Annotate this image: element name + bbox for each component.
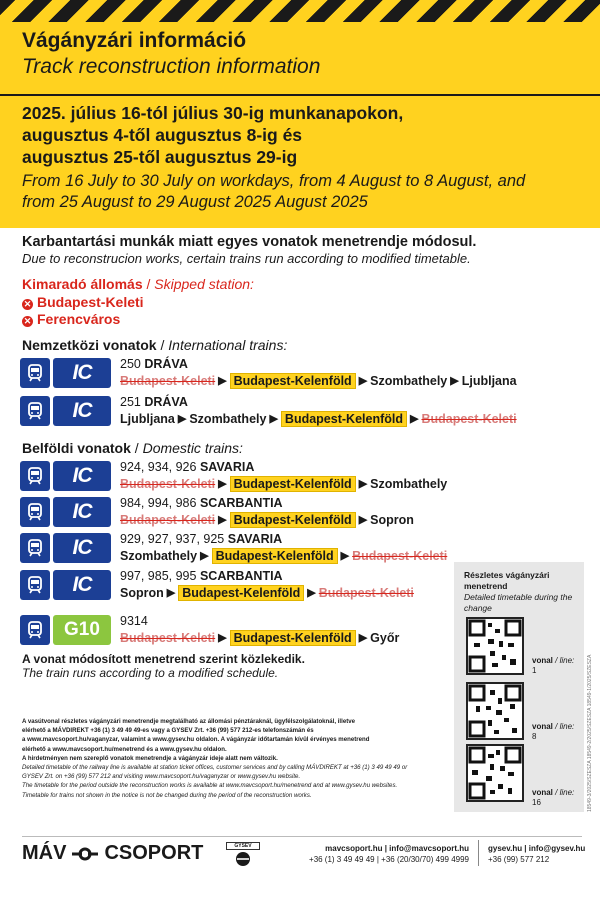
qr-title-en: Detailed timetable during the change [464,592,573,613]
dates-en [22,171,597,213]
dates-en-line: From 16 July to 30 July on workdays, from 4 August to 8 August, and [22,172,526,190]
intro [22,234,476,266]
fineprint-line: Timetable for trains not shown in the notice is not be changed during the period of the reconstruction works. [22,791,312,799]
contact-line[interactable]: mavcsoport.hu | info@mavcsoport.hu [325,844,469,853]
dom-label-hu: Belföldi vonatok [22,440,131,456]
cross-icon: ✕ [23,299,32,309]
contact-line[interactable]: +36 (99) 577 212 [488,855,550,864]
train-name: SAVARIA [227,532,283,546]
contact-line[interactable]: +36 (1) 3 49 49 49 | +36 (20/30/70) 499 4999 [309,855,469,864]
fineprint [22,717,452,800]
header-banner [0,22,600,228]
train-route: Budapest-Keleti ▶ Budapest-Kelenföld ▶ Szombathely ▶ Ljubljana [120,374,517,388]
train-name: SAVARIA [199,460,255,474]
train-icon [20,533,50,563]
logo-mav: MÁV [22,842,67,864]
cross-icon: ✕ [23,316,32,326]
qr-code[interactable] [466,682,524,740]
train-route: Budapest-Keleti ▶ Budapest-Kelenföld ▶ Sopron [120,513,414,527]
footer-divider [22,836,582,837]
modified-hu: A vonat módosított menetrend szerint közlekedik. [22,652,305,666]
intl-label-hu: Nemzetközi vonatok [22,337,157,353]
qr-line-label: vonal / line: 8 [532,722,575,741]
contact-divider [478,840,479,866]
qr-line-label: vonal / line: 1 [532,656,575,675]
mav-contact [301,843,469,865]
qr-title-hu: Részletes vágányzári menetrend [464,570,550,591]
title-hu: Vágányzári információ [22,29,247,52]
qr-code[interactable] [466,617,524,675]
dates-hu-line: 2025. július 16-tól július 30-ig munkanapokon, [22,103,404,123]
train-number: 250 [120,357,141,371]
mav-csoport-logo [22,842,203,865]
gysev-contact [488,843,585,865]
qr-code[interactable] [466,744,524,802]
intro-en: Due to reconstrucion works, certain trains run according to modified timetable. [22,251,471,266]
train-route: Ljubljana ▶ Szombathely ▶ Budapest-Kelenföld ▶ Budapest-Keleti [120,412,517,426]
train-icon [20,615,50,645]
train-number: 924, 934, 926 [120,460,197,474]
fineprint-line: A vasútvonal részletes vágányzári menetrendje megtalálható az állomási pénztáraknál, ügyfélszolgálatoknál, illetve [22,718,356,725]
train-icon [20,396,50,426]
train-name: DRÁVA [144,357,188,371]
ic-badge: IC [53,396,111,426]
skipped-station: ✕ Budapest-Keleti [23,294,144,310]
ic-badge: IC [53,570,111,600]
document-codes: 18549-3/2025/SZESZA 18549-2/2025/SZESZA 18549-1/2025/SZESZA [587,654,593,812]
ic-badge: IC [53,533,111,563]
ic-badge: IC [53,358,111,388]
modified-note [22,652,305,680]
fineprint-line: elérhető a MÁVDIREKT +36 (1) 3 49 49 49-es vagy a GYSEV Zrt. +36 (99) 577 212-es telefonszámán és [22,727,314,735]
gysev-logo: GYSEV [226,842,260,873]
train-name: SCARBANTIA [199,496,283,510]
train-number: 929, 927, 937, 925 [120,532,225,546]
modified-en: The train runs according to a modified schedule. [22,666,279,680]
skipped-station: ✕ Ferencváros [23,311,121,327]
qr-line-label: vonal / line: 16 [532,788,575,807]
train-icon [20,461,50,491]
fineprint-line: GYSEV Zrt. on +36 (99) 577 212 and visiting www.mavcsoport.hu/vaganyzar or www.gysev.hu website. [22,773,301,781]
ic-badge: IC [53,461,111,491]
hazard-stripes [0,0,600,22]
dates-hu [22,102,592,168]
logo-csoport: CSOPORT [104,842,204,864]
intl-label-en: International trains: [168,337,288,353]
skipped-label-en: Skipped station: [154,276,254,292]
fineprint-line: Detailed timetable of the railway line is available at station ticket offices, customer services and by calling MÁVDIREKT at +36 (1) 3 49 49 49 or [22,764,408,772]
dates-hu-line: augusztus 4-től augusztus 8-ig és [22,125,303,145]
skipped-stations [22,276,254,327]
train-name: SCARBANTIA [199,569,283,583]
train-route: Budapest-Keleti ▶ Budapest-Kelenföld ▶ Győr [120,631,400,645]
dates-en-line: from 25 August to 29 August 2025 August 2025 [22,193,368,211]
train-icon [20,358,50,388]
train-icon [20,497,50,527]
fineprint-line: A hirdetményen nem szereplő vonatok menetrendje a vágányzár ideje alatt nem változik. [22,754,278,762]
intro-hu: Karbantartási munkák miatt egyes vonatok menetrendje módosul. [22,234,477,250]
train-route: Szombathely ▶ Budapest-Kelenföld ▶ Budapest-Keleti [120,549,448,563]
ic-badge: IC [53,497,111,527]
contact-line[interactable]: gysev.hu | info@gysev.hu [488,844,586,853]
train-number: 984, 994, 986 [120,496,197,510]
train-route: Budapest-Keleti ▶ Budapest-Kelenföld ▶ Szombathely [120,477,448,491]
skipped-label-hu: Kimaradó állomás [22,276,143,292]
train-number: 9314 [120,614,148,628]
g10-badge: G10 [53,615,111,645]
fineprint-line: elérhető a www.mavcsoport.hu/menetrend és a www.gysev.hu oldalon. [22,745,227,753]
fineprint-line: a www.mavcsoport.hu/vaganyzar, valamint a www.gysev.hu oldalon. A vágányzár időtartamán kívül érvényes menetrend [22,736,370,744]
qr-panel [454,562,584,812]
international-heading: Nemzetközi vonatok / International trains: [22,337,288,353]
gysev-emblem-icon [231,850,255,868]
domestic-heading: Belföldi vonatok / Domestic trains: [22,440,243,456]
train-icon [20,570,50,600]
title-en: Track reconstruction information [22,55,321,78]
train-number: 251 [120,395,141,409]
dom-label-en: Domestic trains: [142,440,243,456]
fineprint-line: The timetable for the period outside the reconstruction works is available at www.mavcsoport.hu/menetrend and at www.gysev.hu websites. [22,782,398,790]
train-route: Sopron ▶ Budapest-Kelenföld ▶ Budapest-Keleti [120,586,414,600]
train-number: 997, 985, 995 [120,569,197,583]
header-divider [0,94,600,96]
logo-swoosh-icon [70,844,100,864]
train-name: DRÁVA [144,395,188,409]
dates-hu-line: augusztus 25-től augusztus 29-ig [22,147,298,167]
skipped-sep: / [142,276,155,292]
